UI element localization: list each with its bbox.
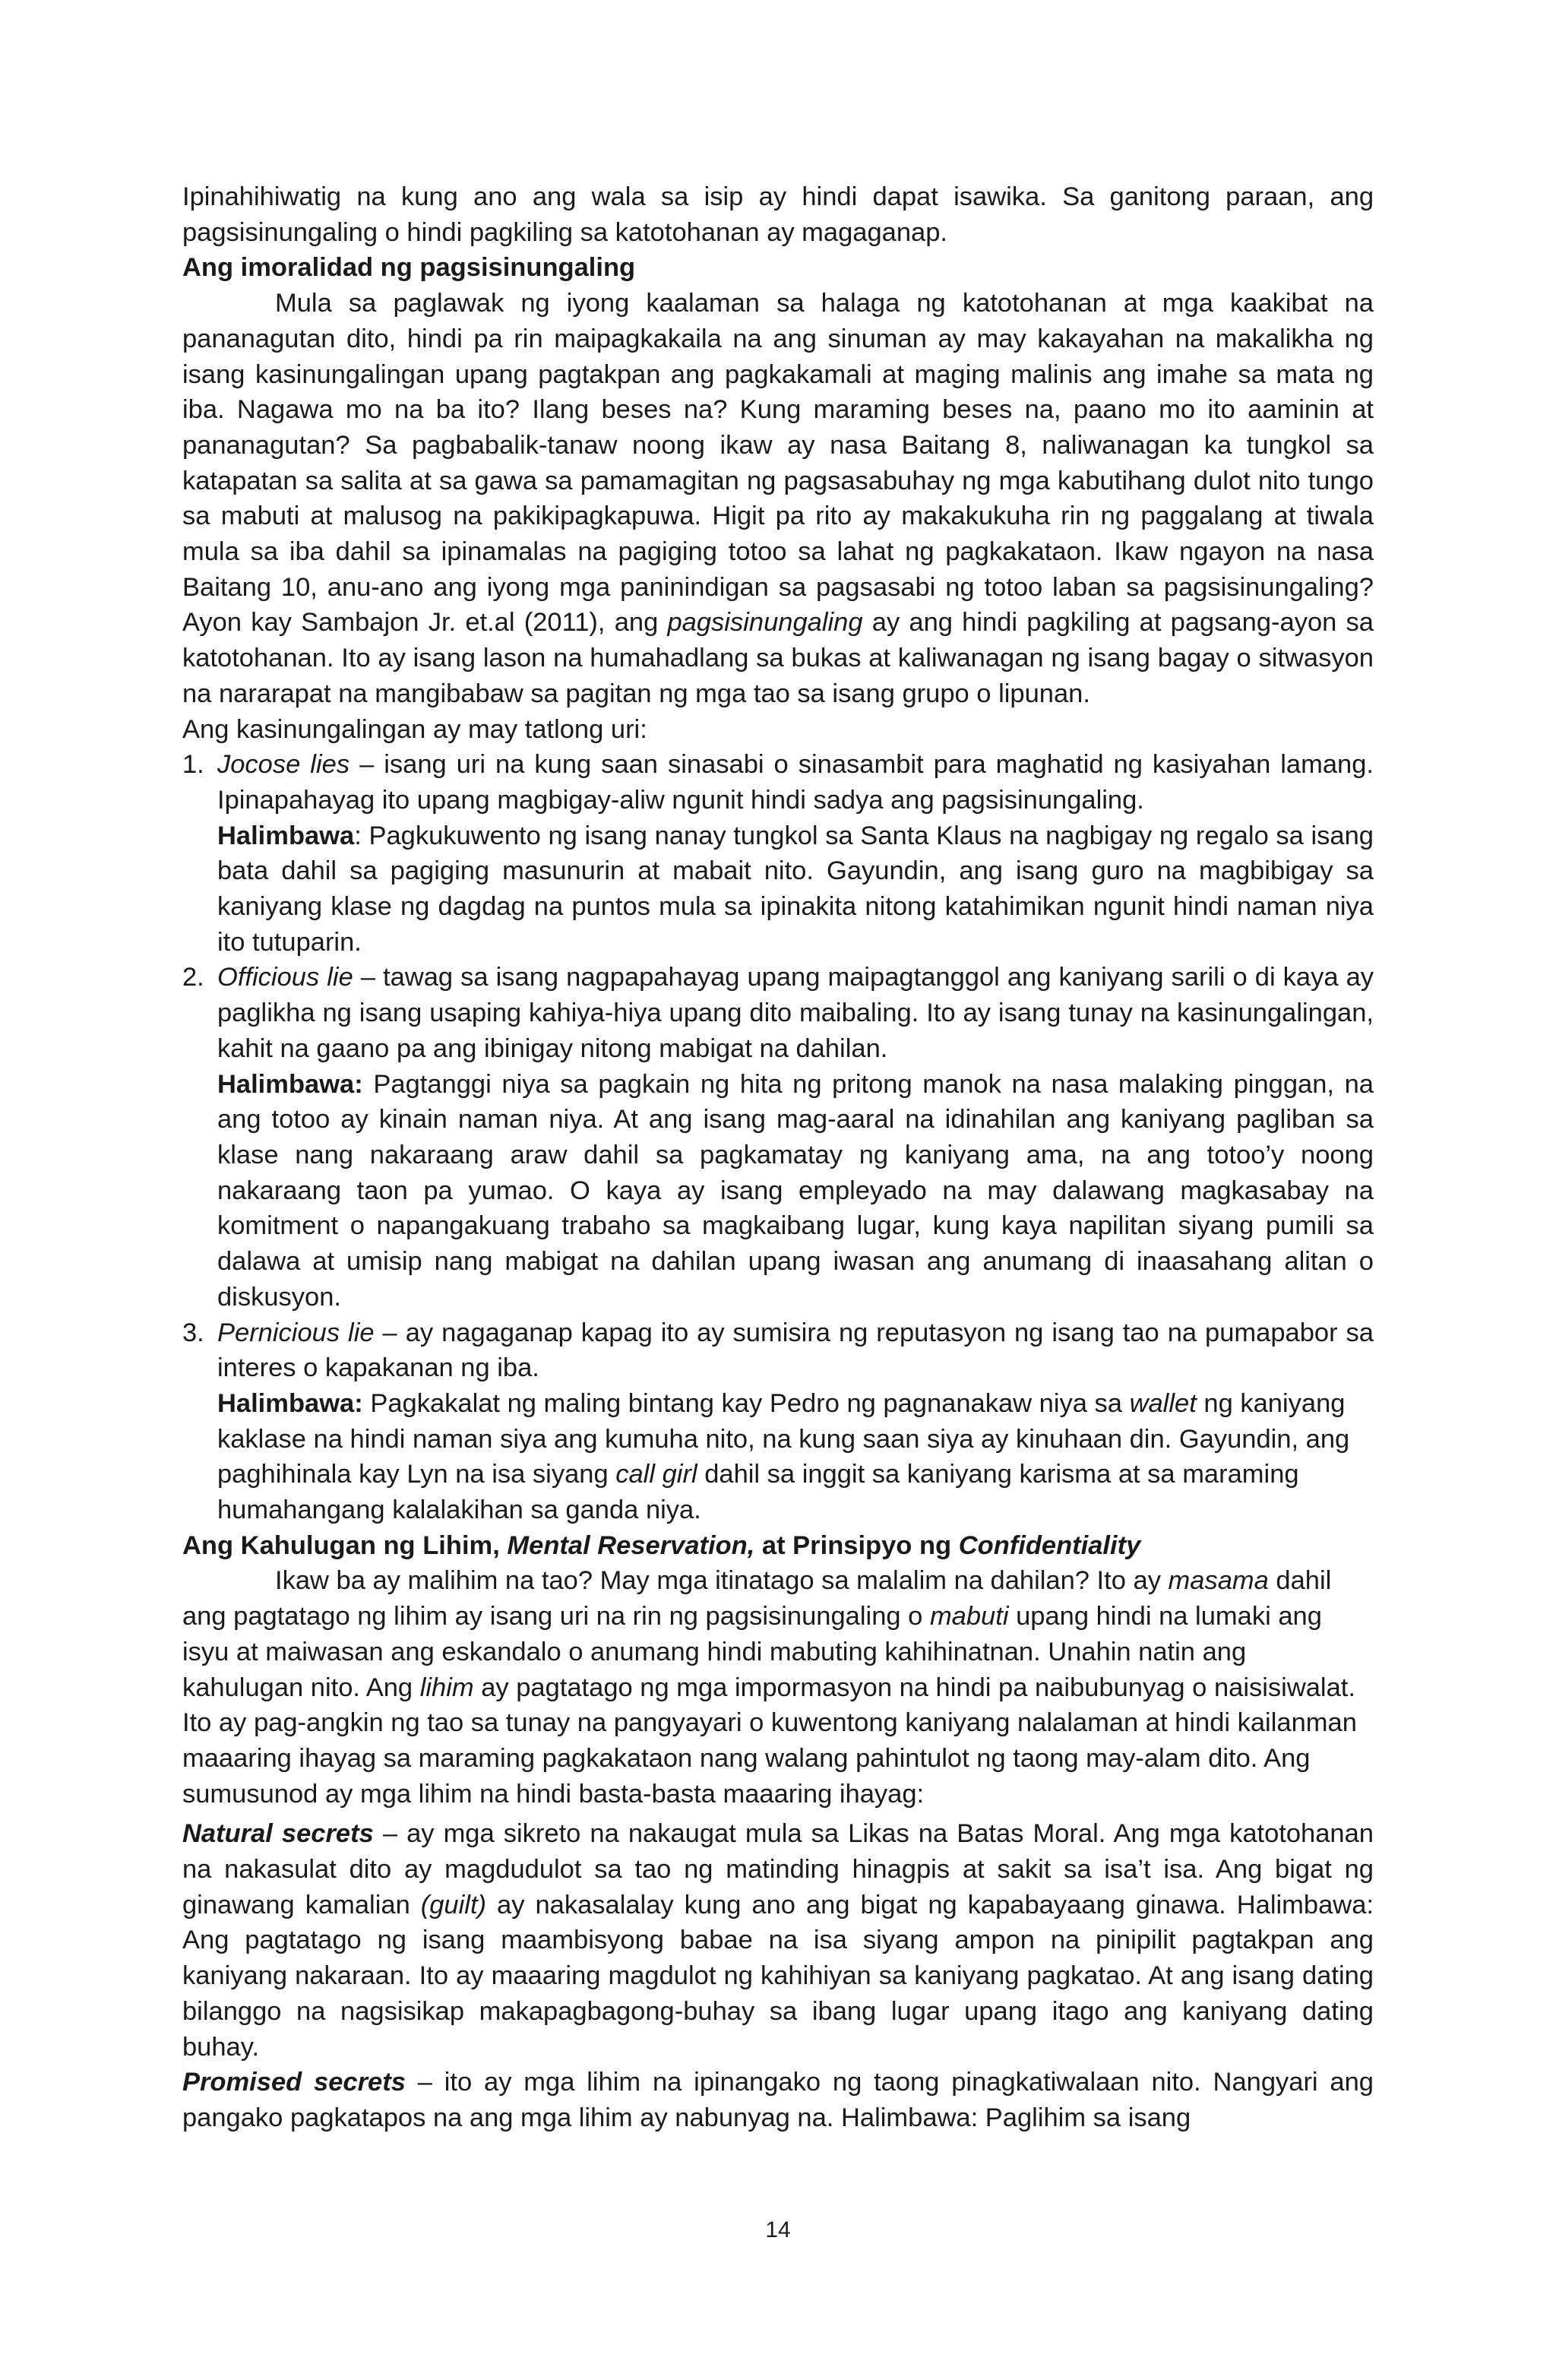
list-number: 2. — [182, 963, 204, 992]
section-heading-lihim: Ang Kahulugan ng Lihim, Mental Reservation, at Prinsipyo ng Confidentiality — [182, 1530, 1141, 1560]
term-mental-reservation: Mental Reservation, — [507, 1530, 755, 1560]
term-confidentiality: Confidentiality — [958, 1530, 1141, 1560]
term-wallet: wallet — [1129, 1388, 1197, 1418]
term-natural-secrets: Natural secrets — [182, 1819, 374, 1849]
paragraph-imoralidad: Mula sa paglawak ng iyong kaalaman sa halaga ng katotohanan at mga kaakibat na pananagutan dito, hindi pa rin maipagkakaila na ang sinuman ay may kakayahan na makalikha ng isang kasinungalingan upang pagtakpan ang pagkakamali at maging malinis ang imahe sa mata ng iba. Nagawa mo na ba ito? Ilang beses na? Kung maraming beses na, paano mo ito aaminin at pananagutan? Sa pagbabalik-tanaw noong ikaw ay nasa Baitang 8, naliwanagan ka tungkol sa katapatan sa salita at sa gawa sa pamamagitan ng pagsasabuhay ng mga kabutihang dulot nito tungo sa mabuti at malusog na pakikipagkapuwa. Higit pa rito ay makakukuha rin ng paggalang at tiwala mula sa iba dahil sa ipinamalas na pagiging totoo sa lahat ng pagkakataon. Ikaw ngayon na nasa Baitang 10, anu-ano ang iyong mga paninindigan sa pagsasabi ng totoo laban sa pagsisinungaling? Ayon kay Sambajon Jr. et.al (2011), ang pagsisinungaling ay ang hindi pagkiling at pagsang-ayon sa katotohanan. Ito ay isang lason na humahadlang sa bukas at kaliwanagan ng isang bagay o sitwasyon na nararapat na mangibabaw sa pagitan ng mga tao sa isang grupo o lipunan. — [182, 289, 1374, 708]
types-intro: Ang kasinungalingan ay may tatlong uri: — [182, 714, 647, 744]
term-jocose-lies: Jocose lies — [217, 750, 350, 780]
term-call-girl: call girl — [615, 1460, 697, 1489]
term-officious-lie: Officious lie — [217, 963, 353, 992]
paragraph-promised-secrets: Promised secrets – ito ay mga lihim na ipinangako ng taong pinagkatiwalaan nito. Nangyari ang pangako pagkatapos na ang mga lihim ay nabunyag na. Halimbawa: Paglihim sa isang — [182, 2068, 1374, 2132]
list-number: 3. — [182, 1318, 204, 1347]
section-heading-imoralidad: Ang imoralidad ng pagsisinungaling — [182, 253, 636, 283]
list-number: 1. — [182, 750, 204, 780]
term-promised-secrets: Promised secrets — [182, 2068, 406, 2097]
page-number: 14 — [765, 2217, 791, 2242]
list-item-officious: 2. Officious lie – tawag sa isang nagpapahayag upang maipagtanggol ang kaniyang sarili o di kaya ay paglikha ng isang usaping kahiya-hiya upang dito maibaling. Ito ay isang tunay na kasinungalingan, kahit na gaano pa ang ibinigay nitong mabigat na dahilan. Halimbawa: Pagtanggi niya sa pagkain ng hita ng pritong manok na nasa malaking pinggan, na ang totoo ay kinain naman niya. At ang isang mag-aaral na idinahilan ang kaniyang pagliban sa klase nang nakaraang araw dahil sa pagkamatay ng kaniyang ama, na ang totoo’y noong nakaraang taon pa yumao. O kaya ay isang empleyado na may dalawang magkasabay na komitment o napangakuang trabaho sa magkaibang lugar, kung kaya napilitan siyang pumili sa dalawa at umisip nang mabigat na dahilan upang iwasan ang anumang di inaasahang alitan o diskusyon. — [182, 960, 1374, 1315]
example-label: Halimbawa: — [217, 1069, 363, 1099]
term-pernicious-lie: Pernicious lie — [217, 1318, 375, 1347]
list-item-pernicious: 3. Pernicious lie – ay nagaganap kapag ito ay sumisira ng reputasyon ng isang tao na pumapabor sa interes o kapakanan ng iba. Halimbawa: Pagkakalat ng maling bintang kay Pedro ng pagnanakaw niya sa wallet ng kaniyang kaklase na hindi naman siya ang kumuha nito, na kung saan siya ay kinuhaan din. Gayundin, ang paghihinala kay Lyn na isa siyang call girl dahil sa inggit sa kaniyang karisma at sa maraming humahangang kalalakihan sa ganda niya. — [182, 1315, 1374, 1528]
list-item-jocose: 1. Jocose lies – isang uri na kung saan sinasabi o sinasambit para maghatid ng kasiyahan lamang. Ipinapahayag ito upang magbigay-aliw ngunit hindi sadya ang pagsisinungaling. Halimbawa: Pagkukuwento ng isang nanay tungkol sa Santa Klaus na nagbigay ng regalo sa isang bata dahil sa pagiging masunurin at mabait nito. Gayundin, ang isang guro na magbibigay sa kaniyang klase ng dagdag na puntos mula sa ipinakita nitong katahimikan ngunit hindi naman niya ito tutuparin. — [182, 747, 1374, 960]
paragraph-lihim: Ikaw ba ay malihim na tao? May mga itinatago sa malalim na dahilan? Ito ay masama dahil ang pagtatago ng lihim ay isang uri na rin ng pagsisinungaling o mabuti upang hindi na lumaki ang isyu at maiwasan ang eskandalo o anumang hindi mabuting kahihinatnan. Unahin natin ang kahulugan nito. Ang lihim ay pagtatago ng mga impormasyon na hindi pa naibubunyag o naisisiwalat. Ito ay pag-angkin ng tao sa tunay na pangyayari o kuwentong kaniyang nalalaman at hindi kailanman maaaring ihayag sa maraming pagkakataon nang walang pahintulot ng taong may-alam dito. Ang sumusunod ay mga lihim na hindi basta-basta maaaring ihayag: — [182, 1566, 1357, 1809]
term-pagsisinungaling: pagsisinungaling — [667, 608, 863, 638]
example-label: Halimbawa — [217, 821, 355, 850]
paragraph-natural-secrets: Natural secrets – ay mga sikreto na nakaugat mula sa Likas na Batas Moral. Ang mga katotohanan na nakasulat dito ay magdudulot sa tao ng matinding hinagpis at sakit sa isa’t isa. Ang bigat ng ginawang kamalian (guilt) ay nakasalalay kung ano ang bigat ng kapabayaang ginawa. Halimbawa: Ang pagtatago ng isang maambisyong babae na isa siyang ampon na pinipilit pagtakpan ang kaniyang nakaraan. Ito ay maaaring magdulot ng kahihiyan sa kaniyang pagkatao. At ang isang dating bilanggo na nagsisikap makapagbagong-buhay sa ibang lugar upang itago ang kaniyang dating buhay. — [182, 1819, 1374, 2062]
example-label: Halimbawa: — [217, 1388, 363, 1418]
document-body — [182, 179, 1374, 2136]
intro-paragraph: Ipinahihiwatig na kung ano ang wala sa isip ay hindi dapat isawika. Sa ganitong paraan, ang pagsisinungaling o hindi pagkiling sa katotohanan ay magaganap. — [182, 182, 1374, 247]
